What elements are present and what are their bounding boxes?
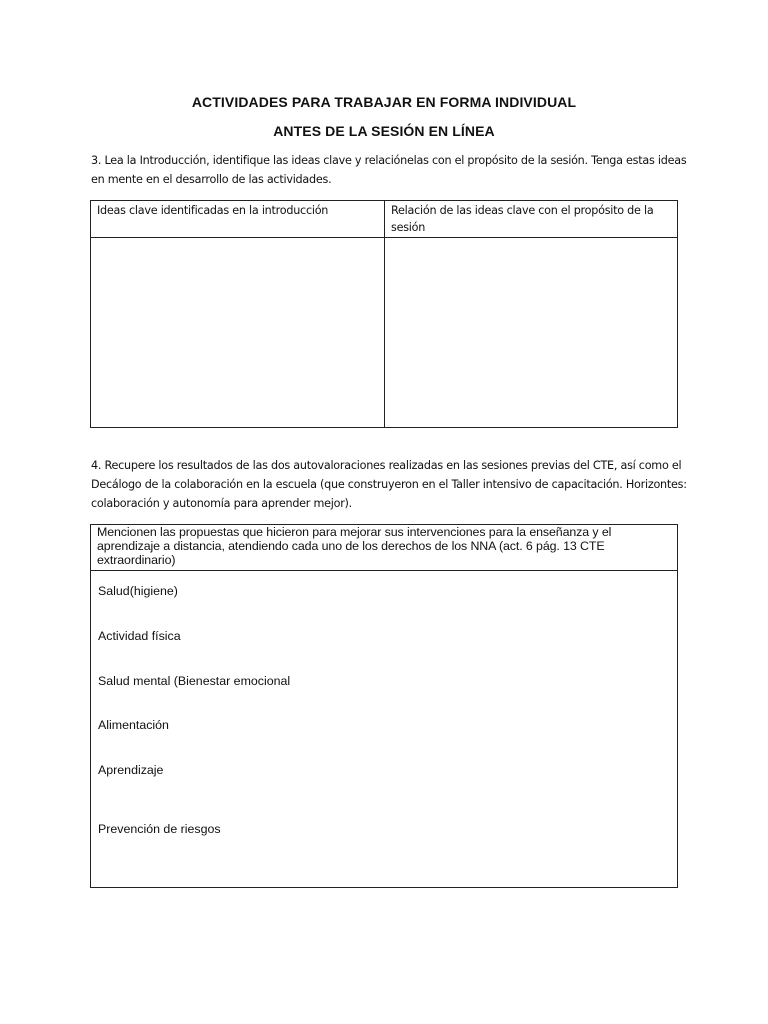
list-item-salud-higiene: Salud(higiene)	[98, 584, 178, 598]
list-item-salud-mental: Salud mental (Bienestar emocional	[98, 674, 291, 688]
list-item-actividad-fisica: Actividad física	[98, 629, 181, 643]
list-item-prevencion-riesgos: Prevención de riesgos	[98, 822, 221, 836]
list-item-alimentacion: Alimentación	[98, 718, 169, 732]
key-ideas-cell[interactable]	[92, 238, 384, 427]
document-subtitle: ANTES DE LA SESIÓN EN LÍNEA	[273, 123, 495, 139]
proposals-table	[90, 524, 678, 888]
document-title: ACTIVIDADES PARA TRABAJAR EN FORMA INDIVIDUAL	[191, 94, 577, 110]
instruction-3: 3. Lea la Introducción, identifique las ideas clave y relaciónelas con el propósito de la sesión. Tenga estas ideas en mente en el desarrollo de las actividades.	[91, 154, 687, 186]
instruction-4: 4. Recupere los resultados de las dos autovaloraciones realizadas en las sesiones previas del CTE, así como el Decálogo de la colaboración en la escuela (que construyeron en el Taller intensivo de capacitación. Horizontes: colaboración y autonomía para aprender mejor).	[91, 459, 687, 510]
proposals-header: Mencionen las propuestas que hicieron para mejorar sus intervenciones para la enseñanza y el aprendizaje a distancia, atendiendo cada uno de los derechos de los NNA (act. 6 pág. 13 CTE extraordinario)	[97, 525, 612, 567]
relation-header: Relación de las ideas clave con el propósito de la sesión	[391, 204, 654, 234]
key-ideas-header: Ideas clave identificadas en la introducción	[97, 204, 329, 217]
list-item-aprendizaje: Aprendizaje	[98, 763, 164, 777]
header-divider	[91, 570, 677, 571]
key-ideas-table	[90, 200, 678, 428]
relation-cell[interactable]	[385, 238, 677, 427]
